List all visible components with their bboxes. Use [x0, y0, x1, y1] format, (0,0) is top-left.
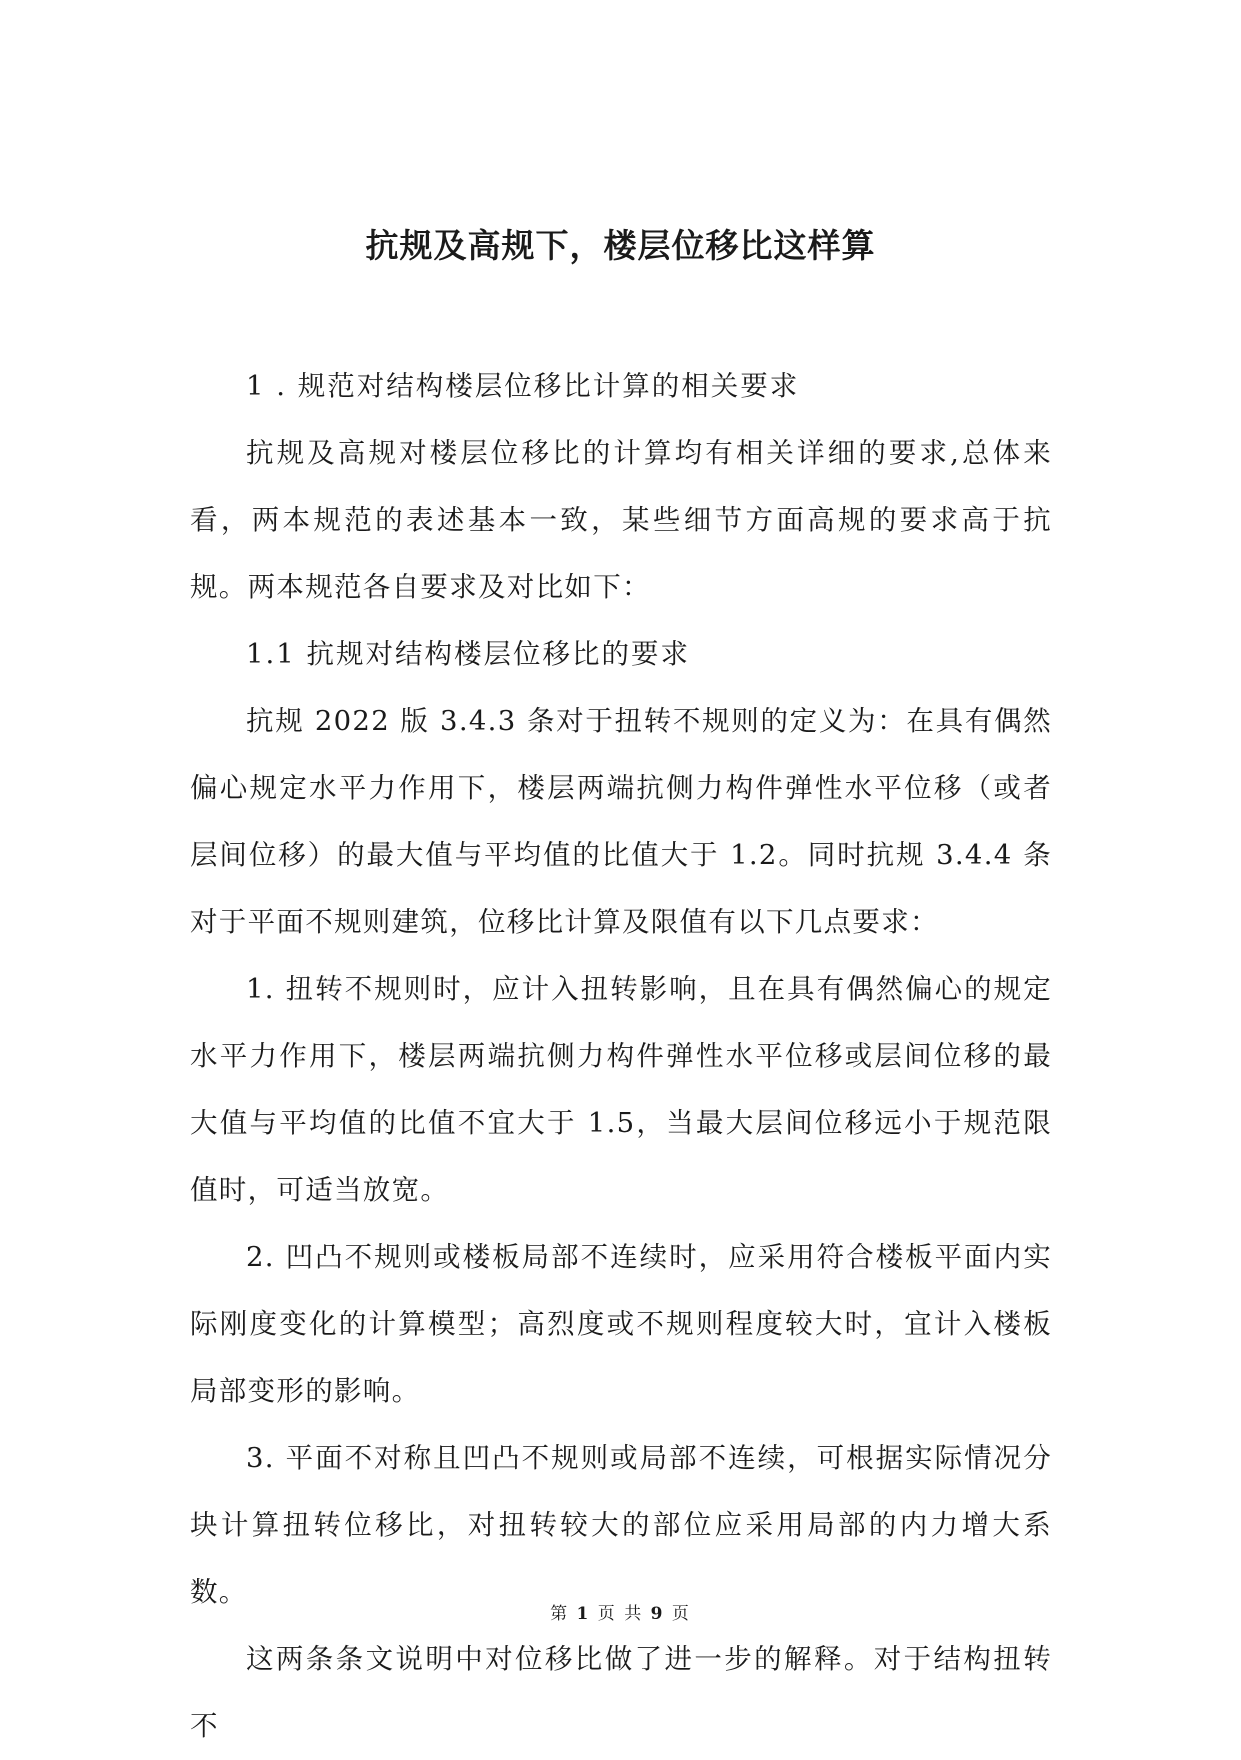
footer-prefix: 第 — [550, 1604, 570, 1624]
section-heading-1-1: 1.1 抗规对结构楼层位移比的要求 — [246, 638, 690, 670]
paragraph-definition: 抗规 2022 版 3.4.3 条对于扭转不规则的定义为：在具有偶然偏心规定水平力作用下，楼层两端抗侧力构件弹性水平位移（或者层间位移）的最大值与平均值的比值大于 1.2。同时抗规 3.4.4 条对于平面不规则建筑，位移比计算及限值有以下几点要求： — [190, 705, 1052, 938]
paragraph-item-2: 2. 凹凸不规则或楼板局部不连续时，应采用符合楼板平面内实际刚度变化的计算模型；高烈度或不规则程度较大时，宜计入楼板局部变形的影响。 — [190, 1241, 1052, 1407]
section-heading-1: 1 . 规范对结构楼层位移比计算的相关要求 — [246, 370, 800, 402]
footer-page-number: 1 — [576, 1604, 591, 1624]
footer-middle: 页 共 — [597, 1604, 644, 1624]
footer-total-pages: 9 — [650, 1604, 665, 1624]
document-body — [190, 353, 1052, 1760]
paragraph-item-1: 1. 扭转不规则时，应计入扭转影响，且在具有偶然偏心的规定水平力作用下，楼层两端抗侧力构件弹性水平位移或层间位移的最大值与平均值的比值不宜大于 1.5，当最大层间位移远小于规范限值时，可适当放宽。 — [190, 973, 1052, 1206]
footer-suffix: 页 — [671, 1604, 691, 1624]
paragraph-continuation: 这两条条文说明中对位移比做了进一步的解释。对于结构扭转不 — [190, 1643, 1052, 1742]
document-title: 抗规及高规下，楼层位移比这样算 — [365, 226, 876, 265]
paragraph-intro: 抗规及高规对楼层位移比的计算均有相关详细的要求,总体来看，两本规范的表述基本一致，某些细节方面高规的要求高于抗规。两本规范各自要求及对比如下： — [190, 437, 1052, 603]
paragraph-item-3: 3. 平面不对称且凹凸不规则或局部不连续，可根据实际情况分块计算扭转位移比，对扭转较大的部位应采用局部的内力增大系数。 — [190, 1442, 1052, 1608]
page-footer — [0, 1602, 1241, 1626]
